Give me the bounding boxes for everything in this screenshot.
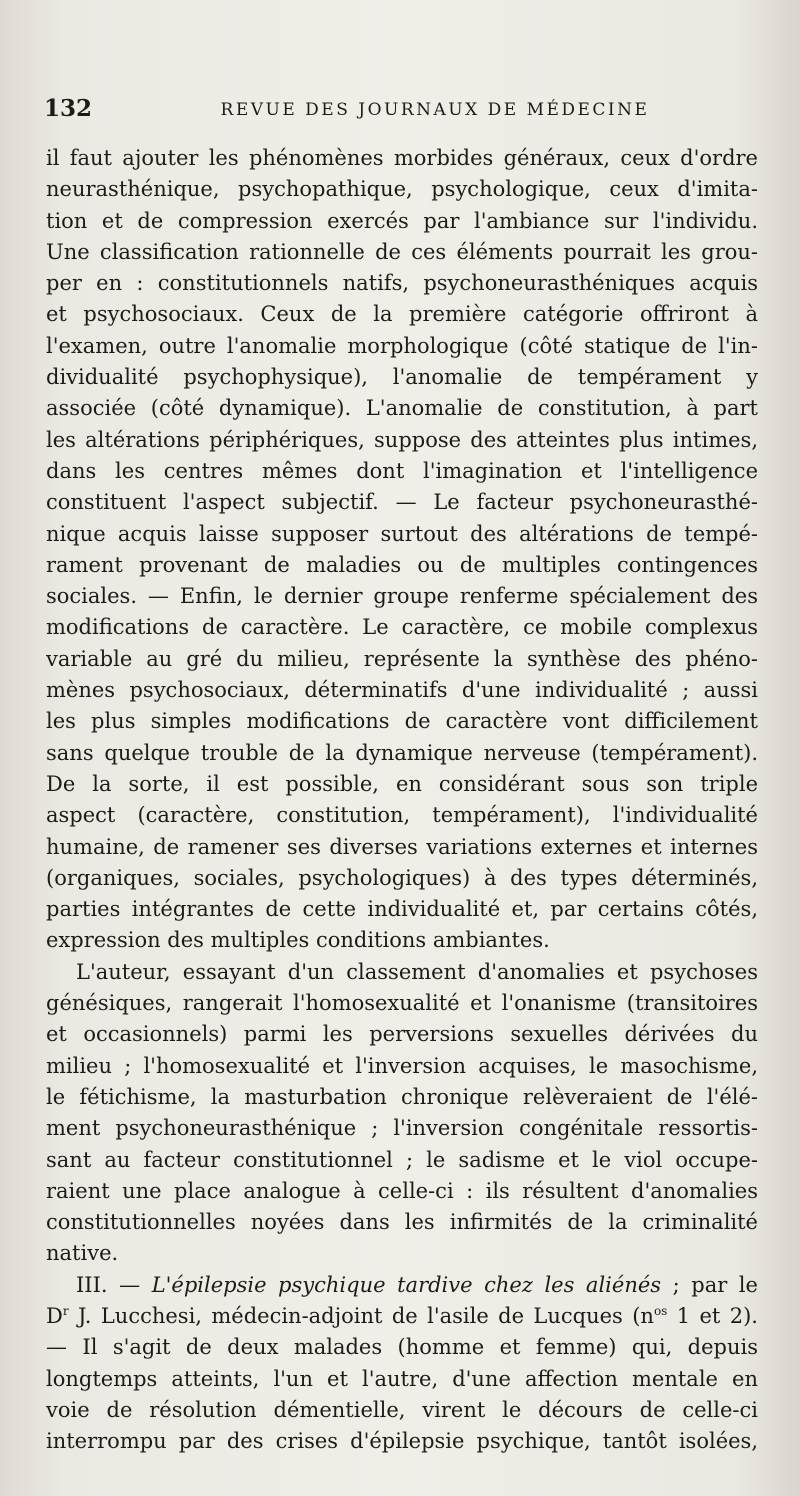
text-line: neurasthénique, psychopathique, psychologique, ceux d'imita- bbox=[46, 177, 758, 202]
text-line: rament provenant de maladies ou de multiples contingences bbox=[46, 552, 758, 577]
issue-number-sup: os bbox=[653, 1303, 668, 1318]
text-line: sant au facteur constitutionnel ; le sadisme et le viol occupe- bbox=[46, 1147, 758, 1172]
section-title: L'épilepsie psychique tardive chez les aliénés bbox=[151, 1272, 662, 1297]
text-line: constituent l'aspect subjectif. — Le facteur psychoneurasthé- bbox=[46, 490, 758, 515]
running-title: REVUE DES JOURNAUX DE MÉDECINE bbox=[220, 100, 650, 120]
text-line: voie de résolution démentielle, virent le décours de celle-ci bbox=[46, 1397, 758, 1422]
text-line: génésiques, rangerait l'homosexualité et l'onanisme (transitoires bbox=[46, 991, 758, 1016]
text-line: native. bbox=[46, 1241, 119, 1266]
issue-numbers: 1 et 2). bbox=[667, 1303, 758, 1328]
text-line: interrompu par des crises d'épilepsie psychique, tantôt isolées, bbox=[46, 1429, 758, 1454]
section-numeral: III. — bbox=[76, 1272, 141, 1297]
author-line bbox=[46, 1301, 758, 1332]
text-line: il faut ajouter les phénomènes morbides généraux, ceux d'ordre bbox=[46, 146, 758, 170]
page-number: 132 bbox=[44, 95, 93, 122]
text-line: les plus simples modifications de caractère vont difficilement bbox=[46, 709, 758, 734]
text-line: — Il s'agit de deux malades (homme et femme) qui, depuis bbox=[46, 1335, 758, 1360]
text-line: associée (côté dynamique). L'anomalie de constitution, à part bbox=[46, 396, 758, 421]
text-line: per en : constitutionnels natifs, psychoneurasthéniques acquis bbox=[46, 271, 758, 296]
text-line: nique acquis laisse supposer surtout des altérations de tempé- bbox=[46, 521, 758, 546]
text-line: et psychosociaux. Ceux de la première catégorie offriront à bbox=[46, 302, 758, 327]
text-line: l'examen, outre l'anomalie morphologique (côté statique de l'in- bbox=[46, 333, 758, 358]
text-line: variable au gré du milieu, représente la synthèse des phéno- bbox=[46, 646, 758, 671]
text-line: raient une place analogue à celle-ci : ils résultent d'anomalies bbox=[46, 1178, 758, 1203]
text-line: L'auteur, essayant d'un classement d'anomalies et psychoses bbox=[76, 959, 758, 984]
text-line: et occasionnels) parmi les perversions sexuelles dérivées du bbox=[46, 1022, 758, 1047]
text-line: dans les centres mêmes dont l'imagination et l'intelligence bbox=[46, 458, 758, 483]
text-line: longtemps atteints, l'un et l'autre, d'une affection mentale en bbox=[46, 1366, 758, 1391]
author-title-sup: r bbox=[62, 1303, 69, 1318]
text-line: De la sorte, il est possible, en considérant sous son triple bbox=[46, 771, 758, 796]
text-line: expression des multiples conditions ambiantes. bbox=[46, 928, 550, 953]
text-line: parties intégrantes de cette individualité et, par certains côtés, bbox=[46, 897, 758, 922]
section-after-title: ; par le bbox=[672, 1272, 758, 1297]
text-line: mènes psychosociaux, déterminatifs d'une individualité ; aussi bbox=[46, 678, 758, 703]
text-line: sans quelque trouble de la dynamique nerveuse (tempérament). bbox=[46, 740, 758, 765]
text-line: humaine, de ramener ses diverses variations externes et internes bbox=[46, 834, 758, 859]
body-text bbox=[46, 143, 758, 1457]
text-line: le fétichisme, la masturbation chronique relèveraient de l'élé- bbox=[46, 1084, 758, 1109]
text-line: milieu ; l'homosexualité et l'inversion acquises, le masochisme, bbox=[46, 1053, 758, 1078]
text-line: (organiques, sociales, psychologiques) à des types déterminés, bbox=[46, 865, 758, 890]
text-line: sociales. — Enfin, le dernier groupe renferme spécialement des bbox=[46, 584, 758, 609]
text-line: aspect (caractère, constitution, tempérament), l'individualité bbox=[46, 803, 758, 828]
author-name: J. Lucchesi, médecin-adjoint de l'asile de Lucques (n bbox=[68, 1303, 654, 1328]
text-line: Une classification rationnelle de ces éléments pourrait les grou- bbox=[46, 239, 758, 264]
text-line: tion et de compression exercés par l'ambiance sur l'individu. bbox=[46, 208, 758, 233]
page-header bbox=[44, 94, 756, 128]
text-line: dividualité psychophysique), l'anomalie de tempérament y bbox=[46, 365, 758, 390]
text-line: les altérations périphériques, suppose des atteintes plus intimes, bbox=[46, 427, 758, 452]
author-title: D bbox=[46, 1303, 63, 1328]
section-heading-line bbox=[46, 1270, 758, 1301]
text-line: constitutionnelles noyées dans les infirmités de la criminalité bbox=[46, 1210, 758, 1235]
text-line: ment psychoneurasthénique ; l'inversion congénitale ressortis- bbox=[46, 1116, 758, 1141]
text-line: modifications de caractère. Le caractère, ce mobile complexus bbox=[46, 615, 758, 640]
